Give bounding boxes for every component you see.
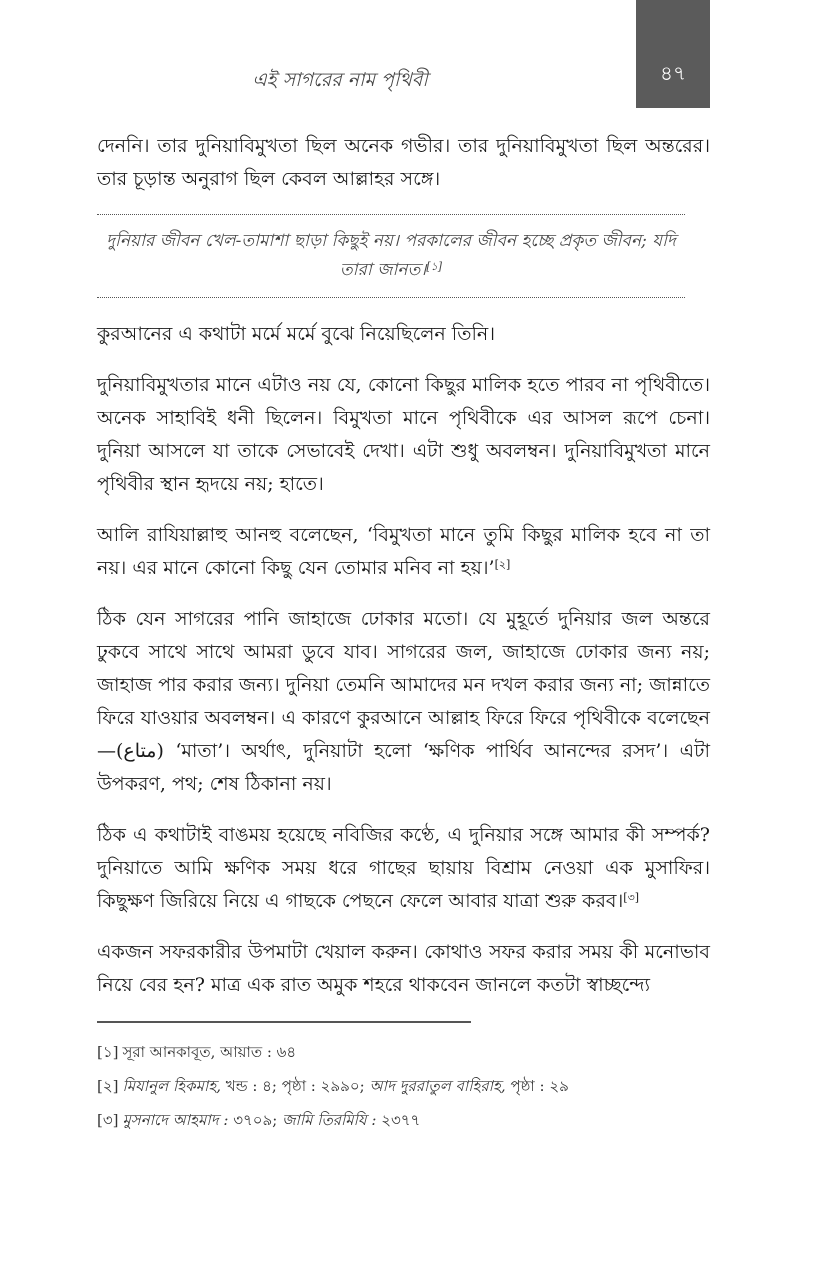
footnote-divider: [97, 1021, 471, 1023]
footnote-2-number: [২]: [97, 1077, 119, 1095]
footnote-ref-1[interactable]: [১]: [426, 260, 443, 273]
paragraph-6-text: ঠিক এ কথাটাই বাঙময় হয়েছে নবিজির কণ্ঠে, এ দুনিয়ার সঙ্গে আমার কী সম্পর্ক? দুনিয়াতে আমি ক্ষণিক সময় ধরে গাছের ছায়ায় বিশ্রাম নেওয়া এক মুসাফির। কিছুক্ষণ জিরিয়ে নিয়ে এ গাছকে পেছনে ফেলে আবার যাত্রা শুরু করব।: [97, 824, 710, 912]
paragraph-5: ঠিক যেন সাগরের পানি জাহাজে ঢোকার মতো। যে মুহূর্তে দুনিয়ার জল অন্তরে ঢুকবে সাথে সাথে আমরা ডুবে যাব। সাগরের জল, জাহাজে ঢোকার জন্য নয়; জাহাজ পার করার জন্য। দুনিয়া তেমনি আমাদের মন দখল করার জন্য না; জান্নাতে ফিরে যাওয়ার অবলম্বন। এ কারণে কুরআনে আল্লাহ ফিরে ফিরে পৃথিবীকে বলেছেন—(متاع) ‘মাতা’। অর্থাৎ, দুনিয়াটা হলো ‘ক্ষণিক পার্থিব আনন্দের রসদ’। এটা উপকরণ, পথ; শেষ ঠিকানা নয়।: [97, 608, 710, 795]
footnote-3-source-1: মুসনাদে আহমাদ :: [122, 1111, 229, 1129]
footnote-3-locator-1: ৩৭০৯;: [233, 1111, 278, 1129]
page-number-badge: [636, 0, 710, 108]
footnote-2: [97, 1076, 710, 1096]
paragraph-3: দুনিয়াবিমুখতার মানে এটাও নয় যে, কোনো কিছুর মালিক হতে পারব না পৃথিবীতে। অনেক সাহাবিই ধনী ছিলেন। বিমুখতা মানে পৃথিবীকে এর আসল রূপে চেনা। দুনিয়া আসলে যা তাকে সেভাবেই দেখা। এটা শুধু অবলম্বন। দুনিয়াবিমুখতা মানে পৃথিবীর স্থান হৃদয়ে নয়; হাতে।: [97, 374, 710, 495]
footnote-1: [97, 1042, 710, 1062]
footnote-3-number: [৩]: [97, 1111, 119, 1129]
footnote-1-number: [১]: [97, 1043, 119, 1061]
paragraph-1: দেননি। তার দুনিয়াবিমুখতা ছিল অনেক গভীর। তার দুনিয়াবিমুখতা ছিল অন্তরের। তার চূড়ান্ত অনুরাগ ছিল কেবল আল্লাহর সঙ্গে।: [97, 135, 710, 190]
quran-quote-block: [97, 214, 710, 298]
footnote-1-text: সূরা আনকাবূত, আয়াত : ৬৪: [122, 1043, 297, 1061]
running-title: এই সাগরের নাম পৃথিবী: [252, 69, 428, 91]
footnote-2-source-1: মিযানুল হিকমাহ,: [122, 1077, 221, 1095]
page-number: ৪৭: [660, 61, 686, 85]
footnote-3-locator-2: ২৩৭৭: [381, 1111, 421, 1129]
paragraph-4-text: আলি রাযিয়াল্লাহু আনহু বলেছেন, ‘বিমুখতা মানে তুমি কিছুর মালিক হবে না তা নয়। এর মানে কোনো কিছু যেন তোমার মনিব না হয়।’: [97, 524, 710, 579]
footnote-3: [97, 1110, 710, 1130]
footnotes: [97, 1042, 710, 1144]
footnote-2-locator-2: পৃষ্ঠা : ২৯: [510, 1077, 569, 1095]
quote-text: দুনিয়ার জীবন খেল-তামাশা ছাড়া কিছুই নয়। পরকালের জীবন হচ্ছে প্রকৃত জীবন; যদি তারা জানত।: [106, 231, 676, 280]
footnote-2-locator-1: খন্ড : ৪; পৃষ্ঠা : ২৯৯০;: [225, 1077, 365, 1095]
footnote-2-source-2: আদ দুররাতুল বাহিরাহ,: [369, 1077, 506, 1095]
paragraph-2: কুরআনের এ কথাটা মর্মে মর্মে বুঝে নিয়েছিলেন তিনি।: [97, 323, 496, 345]
body-text: [97, 130, 710, 1020]
paragraph-4: [97, 519, 710, 585]
paragraph-7: একজন সফরকারীর উপমাটা খেয়াল করুন। কোথাও সফর করার সময় কী মনোভাব নিয়ে বের হন? মাত্র এক রাত অমুক শহরে থাকবেন জানলে কতটা স্বাচ্ছন্দ্যে: [97, 941, 710, 996]
paragraph-6: [97, 819, 710, 918]
quote-top-rule: [97, 214, 685, 215]
quran-quote: [97, 227, 685, 285]
footnote-ref-3[interactable]: [৩]: [623, 891, 640, 904]
quote-bottom-rule: [97, 297, 685, 298]
footnote-ref-2[interactable]: [২]: [494, 558, 511, 571]
footnote-3-source-2: জামি তিরমিযি :: [282, 1111, 377, 1129]
